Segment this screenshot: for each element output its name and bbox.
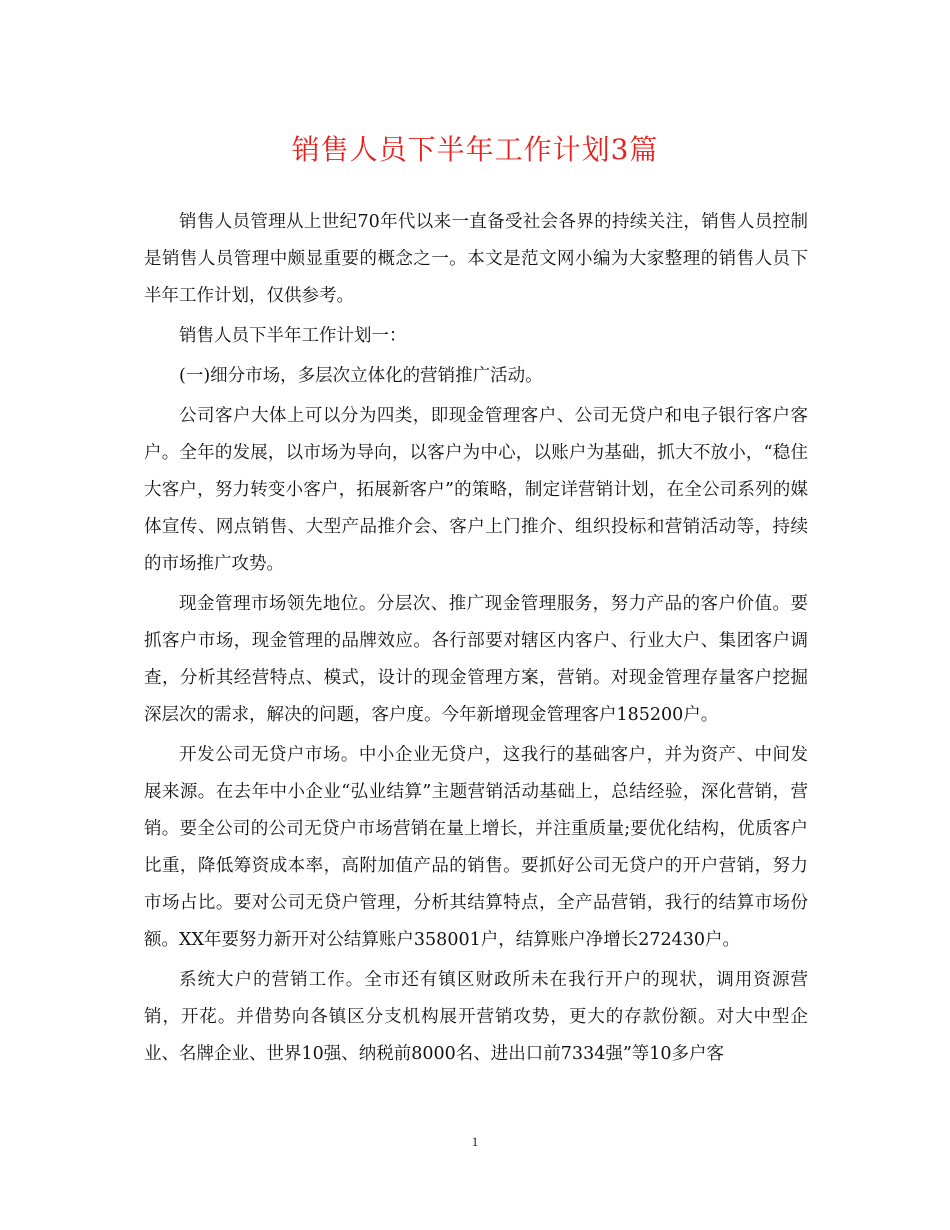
paragraph: 现金管理市场领先地位。分层次、推广现金管理服务，努力产品的客户价值。要抓客户市场，现金管理的品牌效应。各行部要对辖区内客户、行业大户、集团客户调查，分析其经营特点、模式，设计的现金管理方案，营销。对现金管理存量客户挖掘深层次的需求，解决的问题，客户度。今年新增现金管理客户185200户。 [144,594,808,725]
paragraph: 销售人员管理从上世纪70年代以来一直备受社会各界的持续关注，销售人员控制是销售人员管理中颇显重要的概念之一。本文是范文网小编为大家整理的销售人员下半年工作计划，仅供参考。 [144,212,808,306]
paragraph: (一)细分市场，多层次立体化的营销推广活动。 [179,366,543,386]
paragraph: 开发公司无贷户市场。中小企业无贷户，这我行的基础客户，并为资产、中间发展来源。在去年中小企业“弘业结算”主题营销活动基础上，总结经验，深化营销，营销。要全公司的公司无贷户市场营销在量上增长，并注重质量;要优化结构，优质客户比重，降低筹资成本率，高附加值产品的销售。要抓好公司无贷户的开户营销，努力市场占比。要对公司无贷户管理，分析其结算特点，全产品营销，我行的结算市场份额。XX年要努力新开对公结算账户358001户，结算账户净增长272430户。 [144,745,808,950]
document-body [144,204,808,1076]
page-number: 1 [471,1134,479,1149]
paragraph: 公司客户大体上可以分为四类，即现金管理客户、公司无贷户和电子银行客户客户。全年的发展，以市场为导向，以客户为中心，以账户为基础，抓大不放小，“稳住大客户，努力转变小客户，拓展新客户”的策略，制定详营销计划，在全公司系列的媒体宣传、网点销售、大型产品推介会、客户上门推介、组织投标和营销活动等，持续的市场推广攻势。 [144,406,808,574]
paragraph: 销售人员下半年工作计划一： [179,326,407,346]
document-title: 销售人员下半年工作计划3篇 [291,133,659,166]
paragraph: 系统大户的营销工作。全市还有镇区财政所未在我行开户的现状，调用资源营销，开花。并借势向各镇区分支机构展开营销攻势，更大的存款份额。对大中型企业、名牌企业、世界10强、纳税前8000名、进出口前7334强”等10多户客 [144,970,808,1064]
